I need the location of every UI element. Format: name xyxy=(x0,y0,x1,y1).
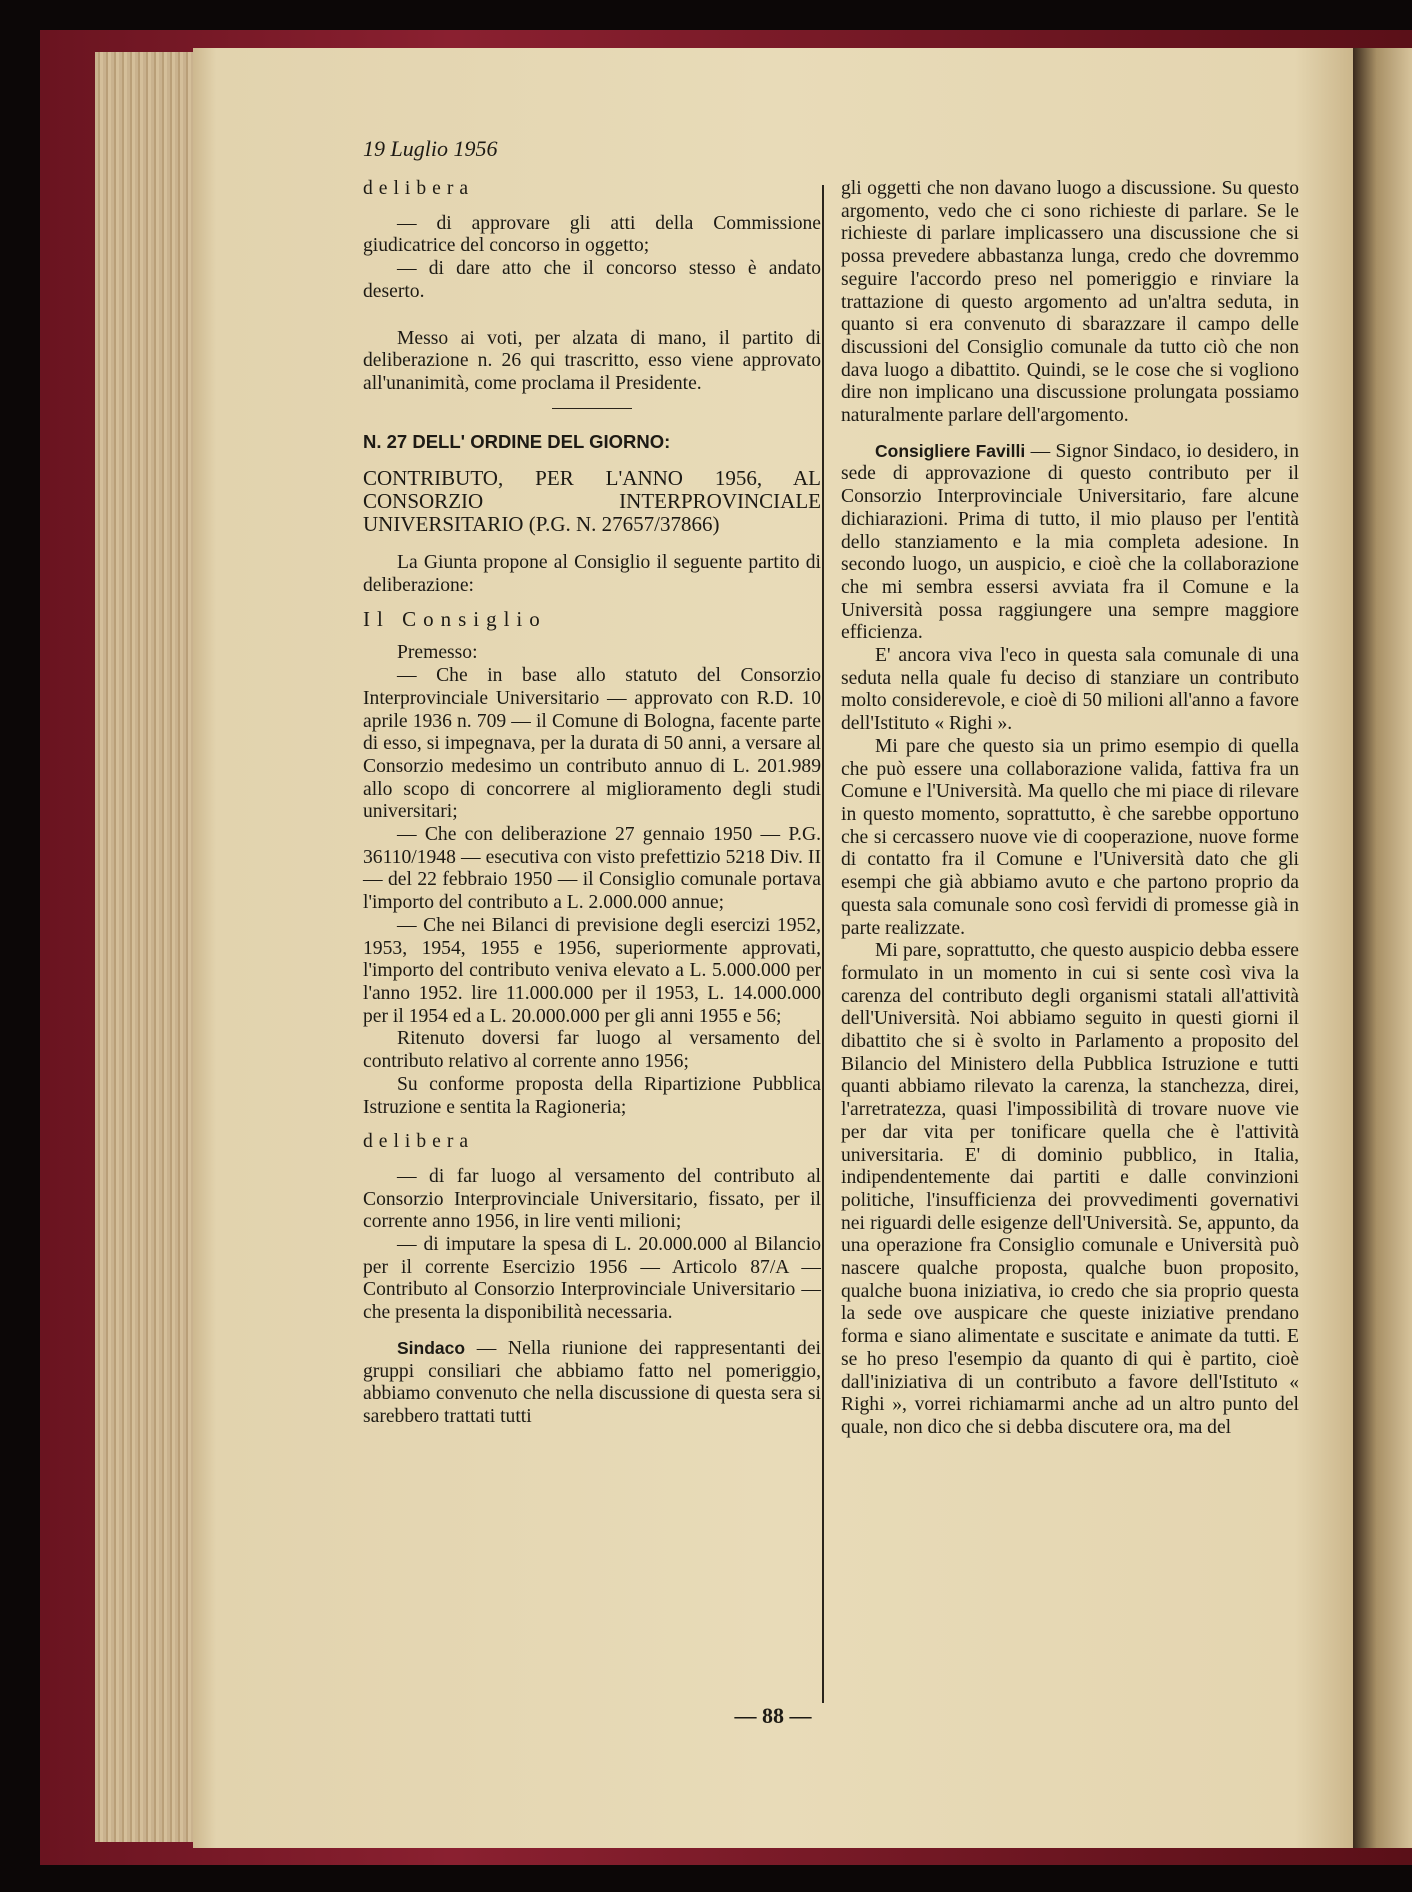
speaker-name: Consigliere Favilli xyxy=(875,440,1026,461)
paragraph: La Giunta propone al Consiglio il seguente partito di deliberazione: xyxy=(363,552,821,597)
left-column xyxy=(363,178,821,1429)
paragraph: Messo ai voti, per alzata di mano, il partito di deliberazione n. 26 qui trascritto, esso viene approvato all'unanimità, come proclama il Presidente. xyxy=(363,327,821,394)
speech-paragraph xyxy=(841,440,1299,645)
paragraph: Ritenuto doversi far luogo al versamento del contributo relativo al corrente anno 1956; xyxy=(363,1028,821,1073)
paragraph: Premesso: xyxy=(397,642,478,664)
column-divider xyxy=(822,185,824,1703)
right-column xyxy=(841,178,1299,1440)
paragraph: — di imputare la spesa di L. 20.000.000 al Bilancio per il corrente Esercizio 1956 — Articolo 87/A — Contributo al Consorzio Interprovinciale Universitario — che presenta la disponibilità necessaria. xyxy=(363,1234,821,1324)
page-edges xyxy=(95,52,195,1842)
paragraph: — Che nei Bilanci di previsione degli esercizi 1952, 1953, 1954, 1955 e 1956, superiormente approvati, l'importo del contributo veniva elevato a L. 5.000.000 per l'anno 1952. lire 11.000.000 per il 1953, L. 14.000.000 per il 1954 ed a L. 20.000.000 per gli anni 1955 e 56; xyxy=(363,914,821,1027)
subject-title: CONTRIBUTO, PER L'ANNO 1956, AL CONSORZIO INTERPROVINCIALE UNIVERSITARIO (P.G. N. 27657/37866) xyxy=(363,466,821,537)
page-date-header: 19 Luglio 1956 xyxy=(363,136,498,161)
paragraph: Mi pare, soprattutto, che questo auspicio debba essere formulato in un momento in cui si sente così viva la carenza del contributo degli organismi statali all'attività dell'Università. Noi abbiamo seguito in questi giorni il dibattito che si è svolto in Parlamento a proposito del Bilancio del Ministero della Pubblica Istruzione e tutti quanti abbiamo rilevato la carenza, la stanchezza, direi, l'arretratezza, quasi l'impossibilità di trovare nuove vie per dar vita per tonificare quella che è l'attività universitaria. E' di dominio pubblico, in Italia, indipendentemente dai partiti e dalle convinzioni politiche, l'insufficienza dei provvedimenti governativi nei riguardi delle esigenze dell'Università. Se, appunto, da una operazione fra Consiglio comunale e Università può nascere qualche proposta, qualche buon proposito, qualche buona iniziativa, io credo che sia proprio questa la sede ove auspicare che queste iniziative prendano forma e siano alimentate e suscitate e animate da tutti. E se ho preso l'esempio da quanto di qui è partito, cioè dall'iniziativa di un contributo a favore dell'Istituto « Righi », vorrei richiamarmi anche ad un altro punto del quale, non dico che si debba discutere ora, ma del xyxy=(841,940,1299,1438)
paragraph: Su conforme proposta della Ripartizione Pubblica Istruzione e sentita la Ragioneria; xyxy=(363,1073,821,1118)
paragraph: Mi pare che questo sia un primo esempio di quella che può essere una collaborazione valida, fattiva fra un Comune e l'Università. Ma quello che mi piace di rilevare in questo momento, soprattutto, è che sarebbe opportuno che si cercassero nuove vie di cooperazione, nuove forme di contatto fra il Comune e l'Università dato che gli esempi che già abbiamo avuto e che partono proprio da questa sala comunale sono così fervidi di promesse già in parte realizzate. xyxy=(841,735,1299,939)
delibera-heading: delibera xyxy=(363,1131,475,1153)
agenda-item-heading: N. 27 DELL' ORDINE DEL GIORNO: xyxy=(363,430,671,452)
delibera-heading: delibera xyxy=(363,178,475,199)
speaker-name: Sindaco xyxy=(397,1337,466,1358)
paragraph: — di far luogo al versamento del contributo al Consorzio Interprovinciale Universitario, fissato, per il corrente anno 1956, in lire venti milioni; xyxy=(363,1165,821,1233)
book-page xyxy=(193,48,1353,1848)
speech-text: — Signor Sindaco, io desidero, in sede di approvazione di questo contributo per il Consorzio Interprovinciale Universitario, fare alcune dichiarazioni. Prima di tutto, il mio plauso per l'entità dello stanziamento e la mia completa adesione. In secondo luogo, un auspicio, e cioè che la collaborazione che mi sembra essersi avviata fra il Comune e la Università possa raggiungere una sempre maggiore efficienza. xyxy=(841,440,1299,644)
page-number: — 88 — xyxy=(734,1703,812,1728)
paragraph: — Che in base allo statuto del Consorzio Interprovinciale Universitario — approvato con R.D. 10 aprile 1936 n. 709 — il Comune di Bologna, facente parte di esso, si impegnava, per la durata di 50 anni, a versare al Consorzio medesimo un contributo annuo di L. 201.989 allo scopo di concorrere al miglioramento degli studi universitari; xyxy=(363,665,821,823)
consiglio-heading: Il Consiglio xyxy=(363,606,547,631)
paragraph: — di approvare gli atti della Commissione giudicatrice del concorso in oggetto; xyxy=(363,212,821,257)
paragraph: — Che con deliberazione 27 gennaio 1950 — P.G. 36110/1948 — esecutiva con visto prefettizio 5218 Div. II — del 22 febbraio 1950 — il Consiglio comunale portava l'importo del contributo a L. 2.000.000 annue; xyxy=(363,824,821,914)
paragraph: E' ancora viva l'eco in questa sala comunale di una seduta nella quale fu deciso di stanziare un contributo molto considerevole, e cioè di 50 milioni all'anno a favore dell'Istituto « Righi ». xyxy=(841,645,1299,735)
speech-text: — Nella riunione dei rappresentanti dei gruppi consiliari che abbiamo fatto nel pomeriggio, abbiamo convenuto che nella discussione di questa sera si sarebbero trattati tutti xyxy=(363,1337,821,1427)
paragraph: gli oggetti che non davano luogo a discussione. Su questo argomento, vedo che ci sono richieste di parlare. Se le richieste di parlare implicassero una discussione che si possa prevedere abbastanza lunga, credo che dovremmo seguire l'accordo preso nel pomeriggio e rinviare la trattazione di questo argomento ad un'altra seduta, in quanto si era convenuto di sbarazzare il campo delle discussioni del Consiglio comunale da tutto ciò che non dava luogo a dibattito. Quindi, se le cose che si vogliono dire non implicano una discussione prolungata possiamo naturalmente parlare dell'argomento. xyxy=(841,178,1299,427)
speech-paragraph xyxy=(363,1337,821,1429)
paragraph: — di dare atto che il concorso stesso è andato deserto. xyxy=(363,258,821,302)
facing-page-edge xyxy=(1353,48,1412,1848)
